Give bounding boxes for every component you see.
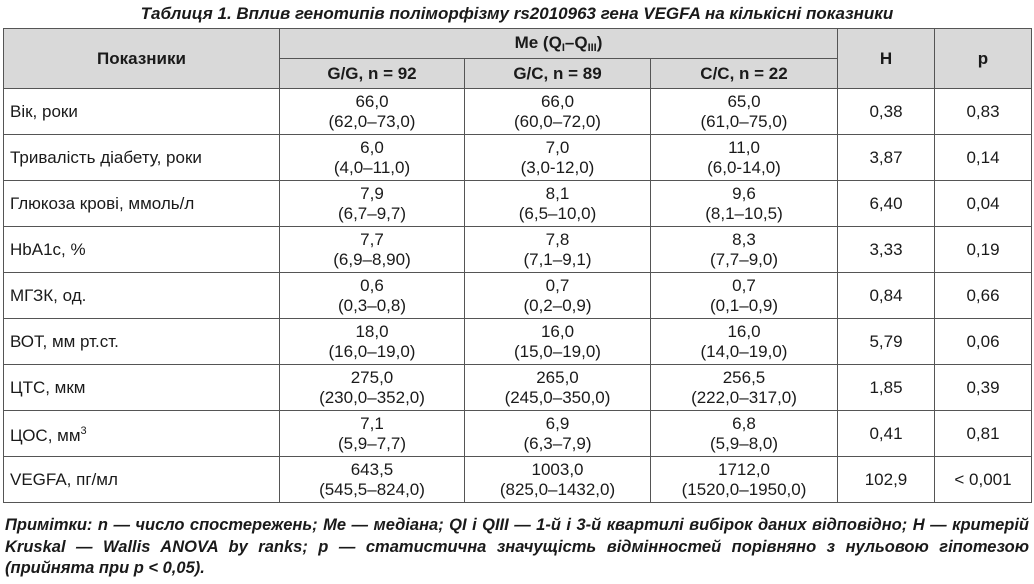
table-row [4,273,1032,319]
table-notes: Примітки: n — число спостережень; Me — медіана; QI і QIII — 1-й і 3-й квартилі вибірок даних відповідно; H — критерій Kruskal — Wallis ANOVA by ranks; p — статистична значущість відмінностей порівняно з нульовою гіпотезою (прийнята при p < 0,05). [5,516,1029,577]
row-label: Вік, роки [4,89,280,135]
quartile-range: (6,7–9,7) [337,203,407,223]
cell-p: 0,19 [935,227,1032,273]
row-label: ВОТ, мм рт.ст. [4,319,280,365]
row-label: ЦТС, мкм [4,365,280,411]
cell-gg [280,181,465,227]
median-value: 66,0 [540,91,575,111]
median-value: 275,0 [350,367,394,387]
quartile-range: (7,7–9,0) [709,249,779,269]
cell-gg [280,227,465,273]
median-value: 1003,0 [531,459,584,479]
header-h: H [838,29,935,89]
header-gg: G/G, n = 92 [280,59,465,89]
cell-gg [280,319,465,365]
median-value: 65,0 [727,91,761,111]
cell-gc [465,273,651,319]
quartile-range: (4,0–11,0) [333,157,411,177]
table-row [4,181,1032,227]
table-row [4,365,1032,411]
cell-gc [465,227,651,273]
table-body [4,89,1032,503]
quartile-range: (6,9–8,90) [333,249,411,269]
table-row [4,411,1032,457]
row-label: ЦОС, $мм^3$ [4,411,280,457]
cell-cc [651,181,838,227]
cell-h: 5,79 [838,319,935,365]
header-p: p [935,29,1032,89]
median-value: 7,0 [545,137,570,157]
table-row [4,89,1032,135]
median-value: 1712,0 [718,459,770,479]
cell-gg [280,89,465,135]
cell-gg [280,365,465,411]
quartile-range: (8,1–10,5) [705,203,783,223]
cell-h: 3,33 [838,227,935,273]
cell-cc [651,319,838,365]
quartile-range: (5,9–8,0) [709,433,779,453]
quartile-range: (245,0–350,0) [504,387,611,407]
median-value: 6,8 [732,413,756,433]
quartile-range: (62,0–73,0) [328,111,416,131]
cell-gc [465,89,651,135]
results-table [3,28,1032,503]
cell-gc [465,181,651,227]
quartile-range: (0,1–0,9) [709,295,779,315]
median-value: 0,7 [732,275,756,295]
cell-cc [651,273,838,319]
header-row-top [4,29,1032,59]
quartile-range: (6,3–7,9) [523,433,592,453]
cell-cc [651,457,838,503]
cell-gc [465,319,651,365]
median-value: 8,3 [732,229,756,249]
quartile-range: (16,0–19,0) [328,341,416,361]
median-value: 643,5 [350,459,394,479]
cell-h: 3,87 [838,135,935,181]
header-cc: C/C, n = 22 [651,59,838,89]
row-label: Тривалість діабету, роки [4,135,280,181]
cell-cc [651,227,838,273]
median-value: 6,0 [360,137,384,157]
median-value: 0,7 [545,275,570,295]
quartile-range: (6,5–10,0) [518,203,597,223]
cell-h: 0,38 [838,89,935,135]
quartile-range: (1520,0–1950,0) [681,479,807,499]
cell-p: 0,06 [935,319,1032,365]
median-value: 9,6 [732,183,756,203]
quartile-range: (0,2–0,9) [523,295,592,315]
table-row [4,227,1032,273]
median-value: 8,1 [545,183,570,203]
quartile-range: (5,9–7,7) [337,433,407,453]
cell-cc [651,135,838,181]
table-caption: Таблиця 1. Вплив генотипів поліморфізму rs2010963 гена VEGFA на кількісні показники [140,4,894,23]
header-gc: G/C, n = 89 [465,59,651,89]
row-label: HbA1c, % [4,227,280,273]
table-row [4,457,1032,503]
cell-gg [280,411,465,457]
median-value: 256,5 [722,367,766,387]
row-label: VEGFA, пг/мл [4,457,280,503]
cell-h: 1,85 [838,365,935,411]
table-row [4,319,1032,365]
cell-cc [651,89,838,135]
label-superscript: 3 [80,425,87,437]
cell-p: 0,04 [935,181,1032,227]
median-value: 265,0 [536,367,579,387]
cell-gc [465,457,651,503]
quartile-range: (15,0–19,0) [514,341,601,361]
cell-h: 102,9 [838,457,935,503]
cell-gg [280,457,465,503]
median-value: 6,9 [545,413,570,433]
median-value: 7,9 [360,183,384,203]
quartile-range: (6,0-14,0) [707,157,781,177]
cell-gc [465,411,651,457]
median-value: 16,0 [540,321,575,341]
cell-gg [280,273,465,319]
table-row [4,135,1032,181]
median-value: 7,7 [360,229,384,249]
cell-p: 0,83 [935,89,1032,135]
quartile-range: (60,0–72,0) [514,111,601,131]
cell-gc [465,135,651,181]
quartile-range: (545,5–824,0) [319,479,425,499]
quartile-range: (3,0-12,0) [520,157,595,177]
median-value: 66,0 [355,91,389,111]
cell-p: 0,14 [935,135,1032,181]
median-value: 18,0 [355,321,389,341]
median-value: 0,6 [360,275,384,295]
cell-p: 0,66 [935,273,1032,319]
header-median: Me $(Q_I-Q_{III})$ [280,29,838,59]
median-value: 7,8 [545,229,570,249]
quartile-range: (222,0–317,0) [691,387,797,407]
cell-h: 0,41 [838,411,935,457]
cell-gg [280,135,465,181]
quartile-range: (7,1–9,1) [523,249,592,269]
cell-cc [651,365,838,411]
cell-gc [465,365,651,411]
cell-p: 0,39 [935,365,1032,411]
quartile-range: (14,0–19,0) [700,341,788,361]
cell-p: < 0,001 [935,457,1032,503]
header-indicator: Показники [4,29,280,89]
cell-cc [651,411,838,457]
row-label: Глюкоза крові, ммоль/л [4,181,280,227]
median-value: 11,0 [728,137,760,157]
cell-h: 0,84 [838,273,935,319]
quartile-range: (230,0–352,0) [319,387,425,407]
cell-p: 0,81 [935,411,1032,457]
median-value: 7,1 [360,413,384,433]
row-label: МГЗК, од. [4,273,280,319]
cell-h: 6,40 [838,181,935,227]
quartile-range: (825,0–1432,0) [499,479,616,499]
quartile-range: (0,3–0,8) [337,295,407,315]
median-value: 16,0 [727,321,761,341]
quartile-range: (61,0–75,0) [700,111,788,131]
